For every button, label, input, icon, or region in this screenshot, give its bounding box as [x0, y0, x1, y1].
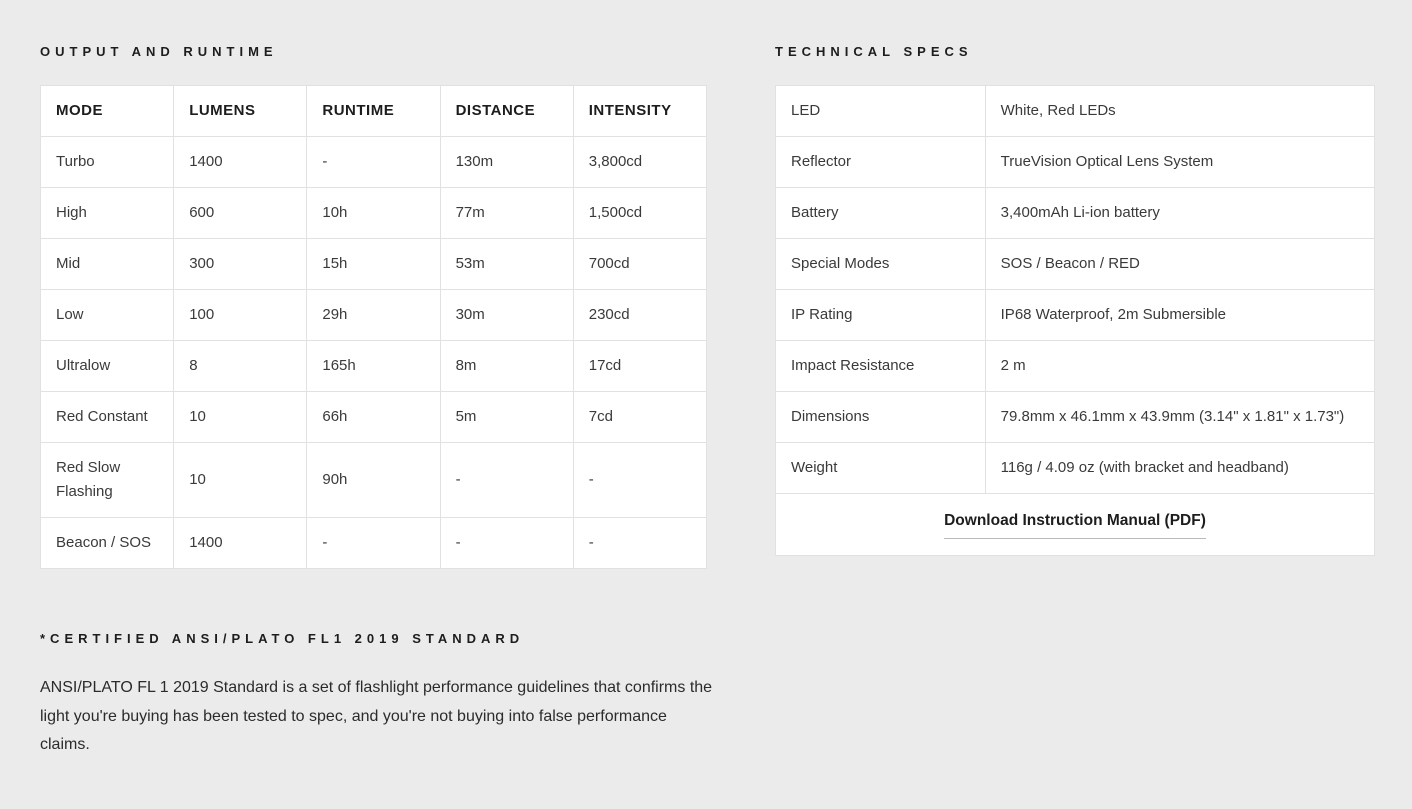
spec-label-cell: Battery [776, 188, 986, 239]
mode-cell: Red Slow Flashing [41, 443, 174, 518]
distance-cell: 30m [440, 290, 573, 341]
runtime-cell: 29h [307, 290, 440, 341]
lumens-cell: 8 [174, 341, 307, 392]
table-row [41, 188, 707, 239]
intensity-cell: - [573, 518, 706, 569]
lumens-cell: 100 [174, 290, 307, 341]
table-row [41, 137, 707, 188]
lumens-cell: 600 [174, 188, 307, 239]
spec-label-cell: Impact Resistance [776, 341, 986, 392]
column-header-intensity: INTENSITY [573, 86, 706, 137]
intensity-cell: 3,800cd [573, 137, 706, 188]
spec-value-cell: White, Red LEDs [985, 86, 1374, 137]
intensity-cell: - [573, 443, 706, 518]
spec-label-cell: IP Rating [776, 290, 986, 341]
runtime-cell: 15h [307, 239, 440, 290]
runtime-cell: 165h [307, 341, 440, 392]
certification-section [40, 631, 715, 760]
table-row [41, 239, 707, 290]
table-row [41, 392, 707, 443]
column-header-runtime: RUNTIME [307, 86, 440, 137]
spec-row [776, 86, 1375, 137]
lumens-cell: 1400 [174, 518, 307, 569]
intensity-cell: 700cd [573, 239, 706, 290]
spec-label-cell: LED [776, 86, 986, 137]
spec-row [776, 392, 1375, 443]
output-runtime-section [40, 38, 707, 569]
spec-value-cell: TrueVision Optical Lens System [985, 137, 1374, 188]
column-header-lumens: LUMENS [174, 86, 307, 137]
header-row [41, 86, 707, 137]
intensity-cell: 1,500cd [573, 188, 706, 239]
distance-cell: 130m [440, 137, 573, 188]
lumens-cell: 300 [174, 239, 307, 290]
column-header-mode: MODE [41, 86, 174, 137]
technical-specs-table [775, 85, 1375, 556]
spec-label-cell: Special Modes [776, 239, 986, 290]
spec-value-cell: 2 m [985, 341, 1374, 392]
lumens-cell: 10 [174, 443, 307, 518]
spec-value-cell: 3,400mAh Li-ion battery [985, 188, 1374, 239]
output-runtime-table-body [41, 137, 707, 569]
spec-row [776, 290, 1375, 341]
runtime-cell: 10h [307, 188, 440, 239]
spec-value-cell: 116g / 4.09 oz (with bracket and headband) [985, 443, 1374, 494]
spec-row [776, 188, 1375, 239]
intensity-cell: 230cd [573, 290, 706, 341]
mode-cell: Mid [41, 239, 174, 290]
distance-cell: 53m [440, 239, 573, 290]
spec-value-cell: 79.8mm x 46.1mm x 43.9mm (3.14" x 1.81" x 1.73") [985, 392, 1374, 443]
spec-label-cell: Reflector [776, 137, 986, 188]
distance-cell: 8m [440, 341, 573, 392]
spec-row [776, 239, 1375, 290]
distance-cell: - [440, 443, 573, 518]
intensity-cell: 17cd [573, 341, 706, 392]
mode-cell: Beacon / SOS [41, 518, 174, 569]
output-runtime-table-head [41, 86, 707, 137]
spec-label-cell: Dimensions [776, 392, 986, 443]
spec-value-cell: IP68 Waterproof, 2m Submersible [985, 290, 1374, 341]
spec-row [776, 137, 1375, 188]
mode-cell: High [41, 188, 174, 239]
download-row [776, 494, 1375, 556]
certification-body: ANSI/PLATO FL 1 2019 Standard is a set of flashlight performance guidelines that confirms the light you're buying has been tested to spec, and you're not buying into false performance claims. [40, 679, 713, 753]
technical-specs-table-foot [776, 494, 1375, 556]
technical-specs-heading: TECHNICAL SPECS [775, 44, 973, 59]
intensity-cell: 7cd [573, 392, 706, 443]
runtime-cell: - [307, 518, 440, 569]
certification-heading: *CERTIFIED ANSI/PLATO FL1 2019 STANDARD [40, 631, 525, 646]
table-row [41, 443, 707, 518]
spec-row [776, 341, 1375, 392]
mode-cell: Red Constant [41, 392, 174, 443]
runtime-cell: 66h [307, 392, 440, 443]
distance-cell: 77m [440, 188, 573, 239]
mode-cell: Turbo [41, 137, 174, 188]
runtime-cell: 90h [307, 443, 440, 518]
spec-columns [40, 38, 1375, 569]
table-row [41, 290, 707, 341]
spec-row [776, 443, 1375, 494]
technical-specs-section [775, 38, 1375, 556]
distance-cell: 5m [440, 392, 573, 443]
table-row [41, 518, 707, 569]
download-manual-link[interactable]: Download Instruction Manual (PDF) [944, 509, 1206, 539]
runtime-cell: - [307, 137, 440, 188]
download-cell [776, 494, 1375, 556]
technical-specs-table-body [776, 86, 1375, 494]
mode-cell: Low [41, 290, 174, 341]
distance-cell: - [440, 518, 573, 569]
output-runtime-table [40, 85, 707, 569]
output-runtime-heading: OUTPUT AND RUNTIME [40, 44, 278, 59]
lumens-cell: 10 [174, 392, 307, 443]
column-header-distance: DISTANCE [440, 86, 573, 137]
lumens-cell: 1400 [174, 137, 307, 188]
spec-value-cell: SOS / Beacon / RED [985, 239, 1374, 290]
table-row [41, 341, 707, 392]
mode-cell: Ultralow [41, 341, 174, 392]
spec-label-cell: Weight [776, 443, 986, 494]
